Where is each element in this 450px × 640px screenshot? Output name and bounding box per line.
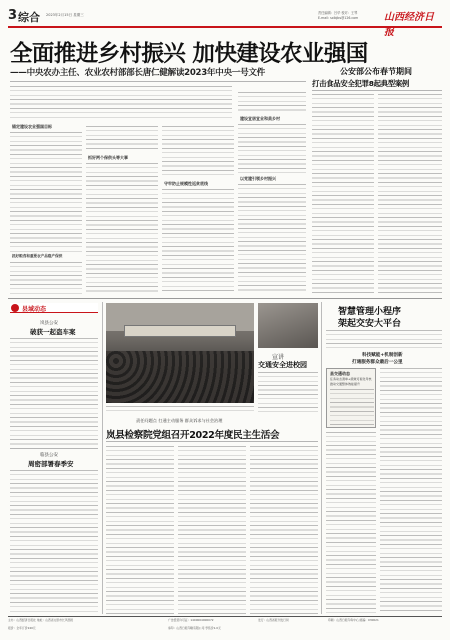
photo-caption-text: [106, 406, 254, 414]
right-headline-1: 智慧管理小程序: [338, 307, 402, 317]
lead-column-4b: [238, 124, 306, 174]
lead-headline: 全面推进乡村振兴 加快建设农业强国: [10, 41, 368, 67]
lead-subheadline: ——中央农办主任、农业农村部部长唐仁健解读2023年中央一号文件: [10, 68, 265, 78]
footer-publisher: 主办：山西经济日报社 地址：山西省太原市长风西街: [8, 618, 74, 622]
county-item-2-text: [10, 470, 98, 612]
right-subhead-2: 打通服务群众最后一公里: [352, 360, 403, 365]
side-article-col-1: [312, 94, 374, 294]
footer-info: [8, 618, 442, 636]
side-headline-2: 打击食品安全犯罪8起典型案例: [312, 79, 410, 88]
side-photo-caption-1: 宣讲: [272, 354, 285, 361]
side-headline-rule: [312, 90, 442, 91]
editor-email: E-mail: sxlbjbs@126.com: [318, 16, 359, 20]
footer-price: 报价：全年订价240元: [8, 626, 36, 630]
side-article-col-2: [378, 94, 442, 294]
lead-column-3b: [162, 189, 234, 294]
column-divider: [102, 302, 103, 614]
lead-subhead: 抓好粮食和重要农产品稳产保供: [12, 254, 63, 258]
lead-subheadline-rule: [10, 81, 306, 82]
section-name: 综合: [18, 11, 40, 24]
sidebox-text: [330, 389, 374, 425]
lead-column-4: [238, 92, 306, 114]
newspaper-logo: 山西经济日报: [384, 12, 434, 38]
sidebox-subhead-2: 推动交通整体效能提升: [330, 382, 361, 386]
footer-rule: [8, 616, 442, 617]
feature-rule: [106, 441, 318, 442]
school-photo: [106, 303, 254, 403]
county-item-divider: [10, 448, 98, 449]
side-photo-caption-2: 交通安全进校园: [258, 361, 307, 369]
issue-date: 2023年2月15日 星期三: [46, 13, 84, 17]
lead-subhead: 以党建引领乡村振兴: [240, 176, 276, 181]
right-sidebox: [326, 368, 376, 428]
lead-subhead: 建设宜居宜业和美乡村: [240, 116, 280, 121]
lead-intro-text: [10, 86, 232, 121]
traffic-article-col-1: [258, 372, 318, 412]
feature-col-1: [106, 446, 174, 614]
sidebox-subhead-1: 任务动态清单+绩效可视化考核: [330, 377, 372, 381]
lead-column-2b: [86, 163, 158, 294]
feature-col-2: [178, 446, 246, 614]
right-col-1: [380, 368, 442, 614]
lead-column-1b: [10, 262, 82, 294]
editor-credit: 责任编辑：吕华 校对：王琴: [318, 11, 358, 15]
county-column-badge: [10, 303, 98, 313]
lead-column-1: [10, 132, 82, 252]
photo-banner: [124, 325, 236, 337]
feature-kicker: 责任问题点 打通主动服务 群众诉求与社会治理: [136, 418, 223, 423]
county-item-1-title: 破获一起盗车案: [30, 328, 76, 336]
lead-column-4c: [238, 184, 306, 294]
lead-column-3: [162, 126, 234, 178]
section-divider: [8, 298, 442, 299]
footer-printing: 印刷：山西日报印务中心 邮编：030021: [328, 618, 379, 622]
right-intro-text: [326, 330, 442, 348]
feature-headline: 岚县检察院党组召开2022年度民主生活会: [106, 430, 280, 441]
page-number: 3: [8, 8, 18, 23]
footer-ad-license: 广告经营许可证：1400004000072: [168, 618, 214, 622]
lead-subhead: 守牢防止规模性返贫底线: [164, 181, 208, 186]
sidebox-title: 县交通动态: [330, 371, 350, 376]
county-column-icon: [11, 304, 19, 312]
masthead-rule: [8, 26, 442, 28]
footer-printer: 承印：山西日报印刷有限公司 零售价1.0元: [168, 626, 221, 630]
column-divider: [321, 302, 322, 614]
county-item-1-text: [10, 338, 98, 446]
right-col-1b: [326, 432, 376, 614]
side-headline-1: 公安部公布春节期间: [340, 67, 412, 76]
lead-subhead: 锚定建设农业强国目标: [12, 124, 52, 129]
county-column-title: 县域动态: [22, 306, 47, 313]
right-subhead-1: 科技赋能+机制创新: [362, 353, 403, 358]
county-item-1-place: 岚县公安: [40, 321, 58, 326]
county-item-2-title: 周密部署春季安: [28, 460, 74, 468]
lead-subhead: 抓好两个保供头等大事: [88, 155, 128, 160]
photo-crowd: [106, 351, 254, 403]
county-item-2-place: 临县公安: [40, 453, 58, 458]
feature-col-3: [250, 446, 318, 614]
footer-distribution: 发行：山西省报刊发行局: [258, 618, 289, 622]
traffic-photo: [258, 303, 318, 348]
lead-column-2: [86, 126, 158, 152]
right-headline-2: 架起交安大平台: [338, 319, 402, 329]
